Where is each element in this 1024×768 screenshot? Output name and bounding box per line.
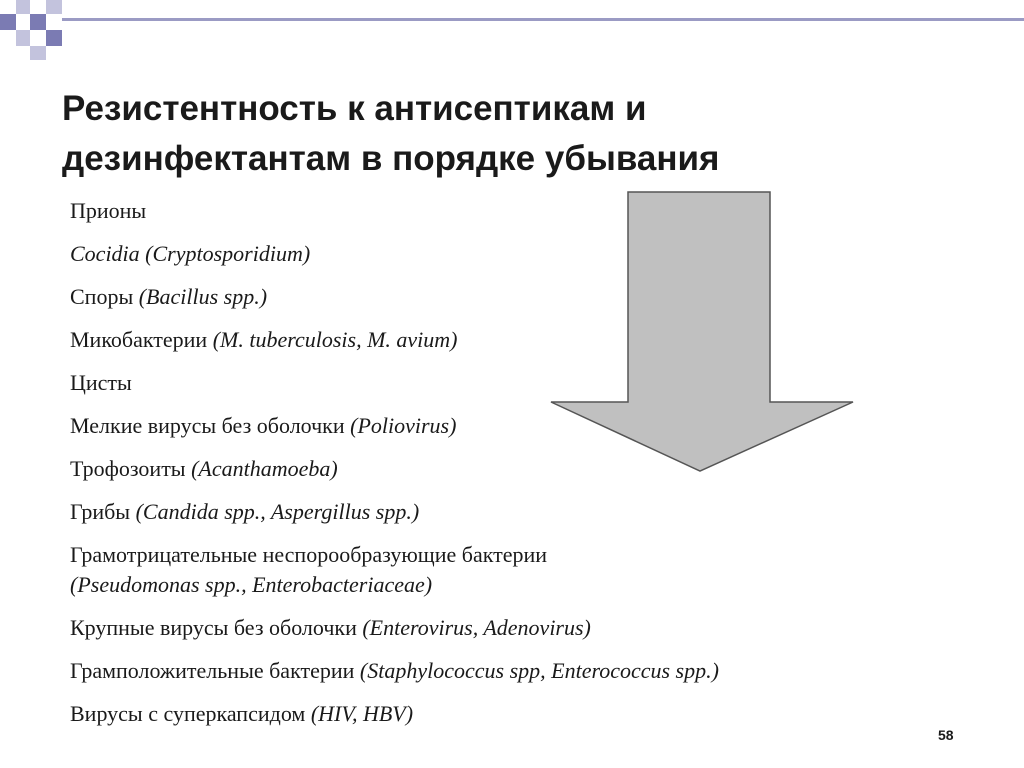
deco-square [46, 0, 62, 14]
list-item: Трофозоиты (Acanthamoeba) [70, 456, 338, 481]
top-rule [62, 18, 1024, 21]
page-number: 58 [938, 727, 954, 743]
deco-square [30, 46, 46, 60]
list-item: Прионы [70, 198, 147, 223]
list-item: Микобактерии (M. tuberculosis, M. avium) [70, 327, 458, 352]
deco-square [30, 14, 46, 30]
list-item: Мелкие вирусы без оболочки (Poliovirus) [70, 413, 457, 438]
slide-title [62, 84, 962, 184]
list-item: Вирусы с суперкапсидом (HIV, HBV) [70, 701, 414, 726]
slide-decoration [0, 0, 1024, 70]
deco-square [16, 0, 30, 14]
list-item: Грамотрицательные неспорообразующие бактерии (Pseudomonas spp., Enterobacteriaceae) [70, 542, 548, 597]
list-item: Споры (Bacillus spp.) [70, 284, 268, 309]
list-item: Cocidia (Cryptosporidium) [70, 241, 311, 266]
title-line-1: Резистентность к антисептикам и [62, 89, 647, 128]
deco-square [46, 30, 62, 46]
list-item: Цисты [70, 370, 132, 395]
list-item: Грибы (Candida spp., Aspergillus spp.) [70, 499, 420, 524]
list-item: Грамположительные бактерии (Staphylococcus spp, Enterococcus spp.) [70, 658, 719, 683]
resistance-list [70, 196, 870, 742]
deco-square [16, 30, 30, 46]
deco-square [0, 14, 16, 30]
list-item: Крупные вирусы без оболочки (Enterovirus, Adenovirus) [70, 615, 591, 640]
title-line-2: дезинфектантам в порядке убывания [62, 139, 720, 178]
